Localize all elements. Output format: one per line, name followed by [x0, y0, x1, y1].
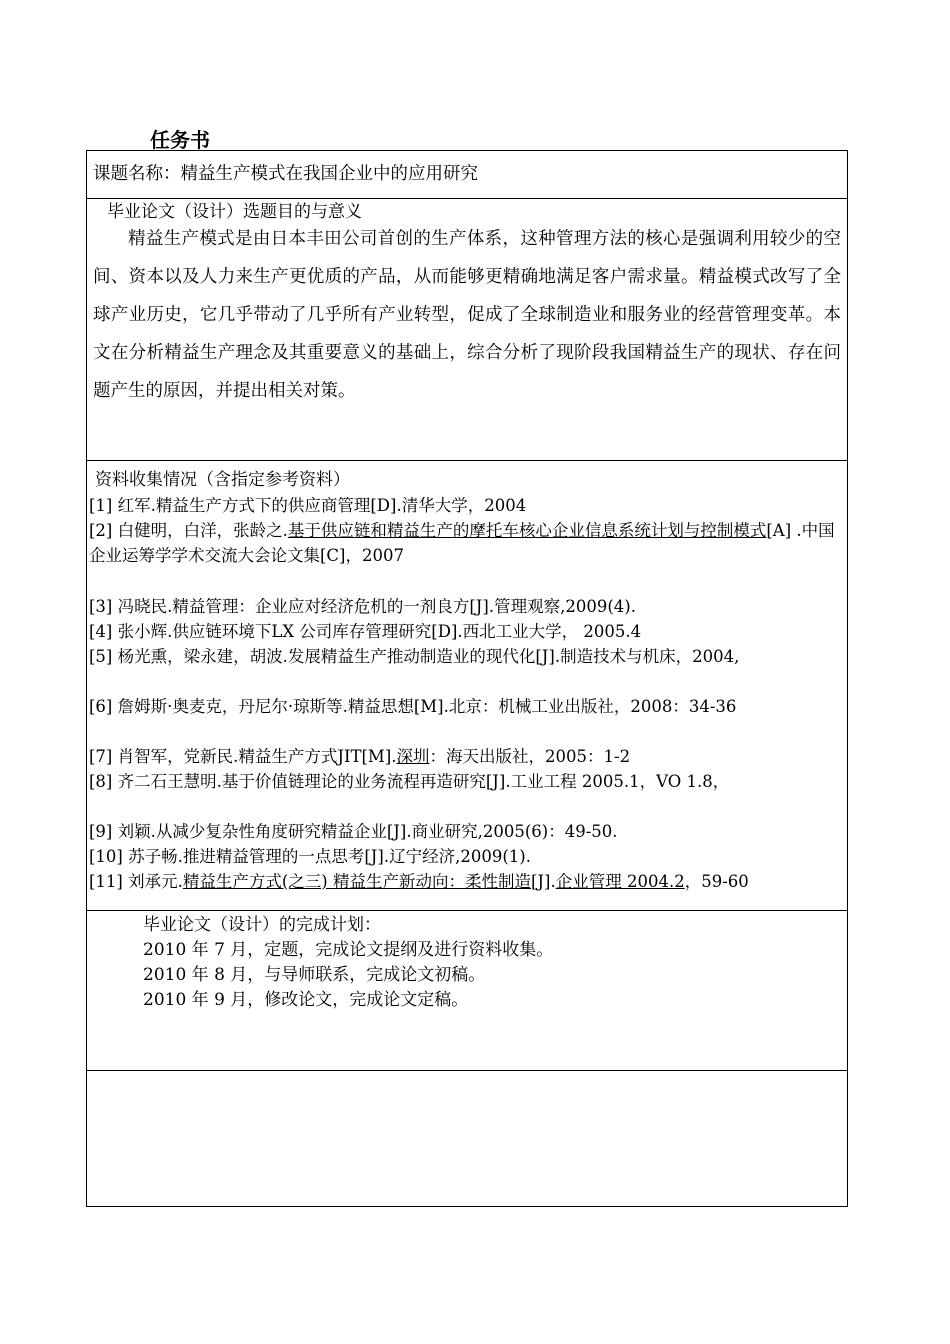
reference-5: [5] 杨光熏，梁永建，胡波.发展精益生产推动制造业的现代化[J].制造技术与机床，2004, — [89, 647, 740, 666]
reference-11: [11] 刘承元.精益生产方式(之三) 精益生产新动向：柔性制造[J].企业管理 2004.2，59-60 — [89, 872, 749, 891]
purpose-row — [87, 198, 847, 460]
reference-7: [7] 肖智军，党新民.精益生产方式JIT[M].深圳：海天出版社，2005：1-2 — [89, 747, 631, 766]
task-form-table — [86, 150, 848, 1207]
reference-7-underlined: 深圳 — [396, 747, 430, 766]
references-heading: 资料收集情况（含指定参考资料） — [95, 470, 350, 490]
reference-3: [3] 冯晓民.精益管理：企业应对经济危机的一剂良方[J].管理观察,2009(4). — [89, 597, 636, 616]
reference-11-underlined-b: 企业管理 2004.2 — [555, 872, 685, 891]
purpose-paragraph: 精益生产模式是由日本丰田公司首创的生产体系，这种管理方法的核心是强调利用较少的空间、资本以及人力来生产更优质的产品，从而能够更精确地满足客户需求量。精益模式改写了全球产业历史，它几乎带动了几乎所有产业转型，促成了全球制造业和服务业的经营管理变革。本文在分析精益生产理念及其重要意义的基础上，综合分析了现阶段我国精益生产的现状、存在问题产生的原因，并提出相关对策。 — [93, 229, 841, 401]
reference-8: [8] 齐二石王慧明.基于价值链理论的业务流程再造研究[J].工业工程 2005.1，VO 1.8， — [89, 772, 730, 791]
blank-row — [87, 1070, 847, 1206]
plan-item: 2010 年 7 月，定题，完成论文提纲及进行资料收集。 — [143, 940, 554, 960]
purpose-heading: 毕业论文（设计）选题目的与意义 — [107, 202, 362, 222]
plan-heading: 毕业论文（设计）的完成计划： — [143, 915, 381, 935]
document-title: 任务书 — [150, 128, 210, 152]
reference-1: [1] 红军.精益生产方式下的供应商管理[D].清华大学，2004 — [89, 496, 527, 515]
topic-row — [87, 151, 847, 198]
reference-10: [10] 苏子畅.推进精益管理的一点思考[J].辽宁经济,2009(1). — [89, 847, 531, 866]
plan-item: 2010 年 8 月，与导师联系，完成论文初稿。 — [143, 965, 486, 985]
topic-name: 课题名称：精益生产模式在我国企业中的应用研究 — [93, 164, 478, 184]
reference-9: [9] 刘颖.从减少复杂性角度研究精益企业[J].商业研究,2005(6)：49-50. — [89, 822, 618, 841]
plan-row — [87, 910, 847, 1070]
reference-4: [4] 张小辉.供应链环境下LX 公司库存管理研究[D].西北工业大学， 2005.4 — [89, 622, 642, 641]
reference-6: [6] 詹姆斯·奥麦克，丹尼尔·琼斯等.精益思想[M].北京：机械工业出版社，2008：34-36 — [89, 697, 737, 716]
reference-2-underlined: 基于供应链和精益生产的摩托车核心企业信息系统计划与控制模式 — [287, 521, 767, 540]
references-row — [87, 460, 847, 910]
reference-2: [2] 白健明，白洋，张龄之.基于供应链和精益生产的摩托车核心企业信息系统计划与控制模式[A] .中国企业运筹学学术交流大会论文集[C]，2007 — [89, 521, 835, 565]
reference-11-underlined-a: 精益生产方式(之三) 精益生产新动向：柔性制造 — [182, 872, 531, 891]
plan-item: 2010 年 9 月，修改论文，完成论文定稿。 — [143, 990, 469, 1010]
